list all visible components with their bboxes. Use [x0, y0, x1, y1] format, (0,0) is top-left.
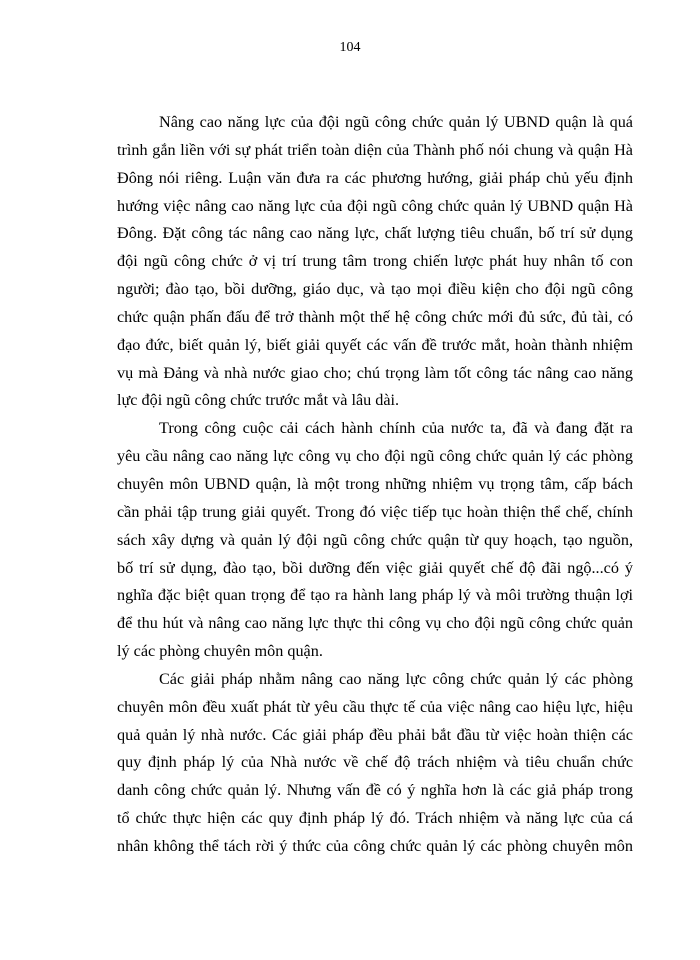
paragraph-2-line: yêu cầu nâng cao năng lực công vụ cho đội ngũ công chức quản lý các phòng — [117, 447, 633, 466]
paragraph-1-line: Nâng cao năng lực của đội ngũ công chức quản lý UBND quận là quá — [159, 113, 633, 131]
paragraph-2-line: nghĩa đặc biệt quan trọng để tạo ra hành lang pháp lý và môi trường thuận lợi — [117, 586, 633, 605]
paragraph-1-line: đạo đức, biết quản lý, biết giải quyết các vấn đề trước mắt, hoàn thành nhiệm — [117, 335, 633, 354]
paragraph-1-line: chức quận phấn đấu để trở thành một thế hệ công chức mới đủ sức, đủ tài, có — [117, 307, 633, 326]
page-text — [117, 109, 633, 861]
paragraph-1-line: trình gắn liền với sự phát triển toàn diện của Thành phố nói chung và quận Hà — [117, 140, 633, 159]
paragraph-3-line: danh công chức quản lý. Nhưng vấn đề có ý nghĩa hơn là các giả pháp trong — [117, 781, 633, 800]
paragraph-2-line: sách xây dựng và quản lý đội ngũ công chức quận từ quy hoạch, tạo nguồn, — [117, 530, 633, 549]
paragraph-1-line: hướng việc nâng cao năng lực của đội ngũ công chức quản lý UBND quận Hà — [117, 196, 633, 215]
paragraph-3-line: quả quản lý nhà nước. Các giải pháp đều phải bắt đầu từ việc hoàn thiện các — [117, 725, 633, 744]
paragraph-2-line: cần phải tập trung giải quyết. Trong đó việc tiếp tục hoàn thiện thể chế, chính — [117, 502, 633, 521]
paragraph-2-line: chuyên môn UBND quận, là một trong những nhiệm vụ trọng tâm, cấp bách — [117, 474, 633, 493]
paragraph-1-line: Đông. Đặt công tác nâng cao năng lực, chất lượng tiêu chuẩn, bố trí sử dụng — [117, 224, 633, 243]
paragraph-2-line: để thu hút và nâng cao năng lực thực thi công vụ cho đội ngũ công chức quản — [117, 614, 633, 633]
paragraph-2-line: bố trí sử dụng, đào tạo, bồi dưỡng đến việc giải quyết chế độ đãi ngộ...có ý — [117, 558, 633, 577]
paragraph-3-line: quy định pháp lý của Nhà nước về chế độ trách nhiệm và tiêu chuẩn chức — [117, 753, 633, 772]
paragraph-3-line: Các giải pháp nhằm nâng cao năng lực công chức quản lý các phòng — [159, 669, 633, 688]
page-number: 104 — [339, 40, 361, 55]
paragraph-2-line: Trong công cuộc cải cách hành chính của nước ta, đã và đang đặt ra — [159, 419, 633, 438]
paragraph-3-line: chuyên môn đều xuất phát từ yêu cầu thực tế của việc nâng cao hiệu lực, hiệu — [117, 697, 633, 716]
paragraph-1-line: người; đào tạo, bồi dưỡng, giáo dục, và tạo mọi điều kiện cho đội ngũ công — [117, 280, 633, 299]
paragraph-1-line: Đông nói riêng. Luận văn đưa ra các phương hướng, giải pháp chủ yếu định — [117, 168, 633, 187]
paragraph-1-line: lực đội ngũ công chức trước mắt và lâu dài. — [117, 391, 400, 410]
paragraph-1-line: vụ mà Đảng và nhà nước giao cho; chú trọng làm tốt công tác nâng cao năng — [117, 363, 633, 382]
paragraph-2-line: lý các phòng chuyên môn quận. — [117, 642, 323, 661]
paragraph-3-line: tổ chức thực hiện các quy định pháp lý đó. Trách nhiệm và năng lực của cá — [117, 809, 633, 828]
paragraph-1-line: đội ngũ công chức ở vị trí trung tâm trong chiến lược phát huy nhân tố con — [117, 252, 633, 271]
paragraph-3-line: nhân không thể tách rời ý thức của công chức quản lý các phòng chuyên môn — [117, 836, 633, 855]
